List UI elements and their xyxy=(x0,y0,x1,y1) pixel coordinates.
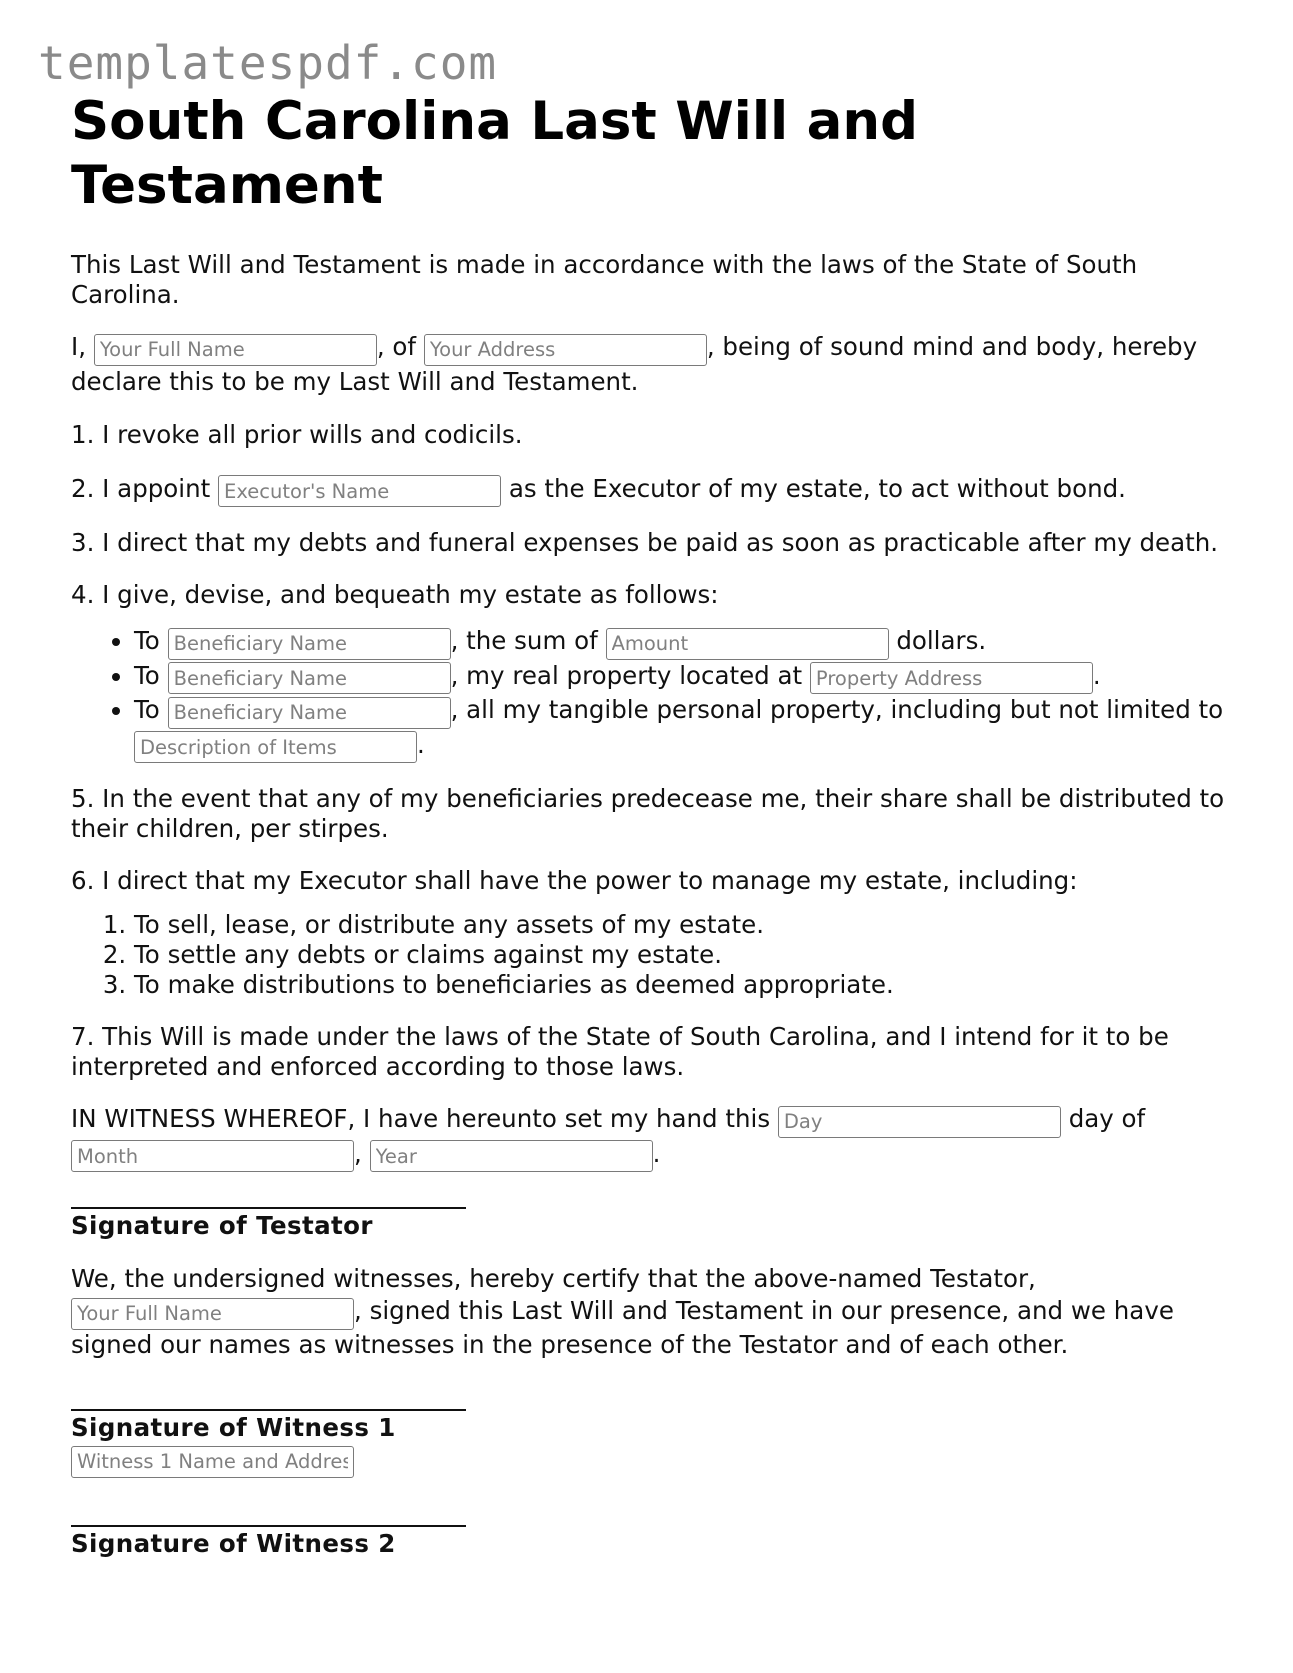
bequest-middle-text: , the sum of xyxy=(450,626,598,655)
signature-line xyxy=(71,1207,466,1209)
bequest-item-real-property xyxy=(134,659,1231,694)
clause-1: 1. I revoke all prior wills and codicils. xyxy=(71,419,523,449)
clause-7: 7. This Will is made under the laws of the State of South Carolina, and I intend for it to be interpreted and enforced according to those laws. xyxy=(71,1022,1169,1081)
witness-whereof-paragraph xyxy=(71,1102,1231,1171)
clause-2-prefix: 2. I appoint xyxy=(71,473,211,503)
testator-name-witness-input[interactable] xyxy=(71,1298,354,1330)
executor-powers-list xyxy=(71,910,1231,1000)
beneficiary-name-input-1[interactable] xyxy=(168,628,451,660)
declaration-prefix: I, xyxy=(71,332,87,361)
testator-signature-block xyxy=(71,1207,1231,1241)
power-item: 1. To sell, lease, or distribute any assets of my estate. xyxy=(134,910,1231,940)
declaration-paragraph xyxy=(71,330,1231,398)
declaration-suffix: , being of sound mind and body, hereby declare this to be my Last Will and Testament. xyxy=(71,332,1198,396)
clause-6-heading: 6. I direct that my Executor shall have the power to manage my estate, including: xyxy=(71,866,1078,895)
witness-whereof-prefix: IN WITNESS WHEREOF, I have hereunto set my hand this xyxy=(71,1104,771,1133)
witness-certification-paragraph xyxy=(71,1263,1231,1361)
bequest-item-sum xyxy=(134,624,1231,659)
power-item: 3. To make distributions to beneficiaries as deemed appropriate. xyxy=(134,970,1231,1000)
bequest-middle-text: , all my tangible personal property, including but not limited to xyxy=(450,695,1224,724)
bequest-end-text: dollars. xyxy=(896,626,987,655)
bequest-to: To xyxy=(134,626,160,655)
clause-3: 3. I direct that my debts and funeral expenses be paid as soon as practicable after my death. xyxy=(71,528,1219,557)
date-comma: , xyxy=(354,1138,362,1168)
clause-2 xyxy=(71,472,1231,507)
witness-cert-suffix: , signed this Last Will and Testament in our presence, and we have signed our names as witnesses in the presence of the Testator and of each other. xyxy=(71,1296,1174,1359)
clause-4-heading: 4. I give, devise, and bequeath my estate as follows: xyxy=(71,580,719,609)
witness-1-signature-label: Signature of Witness 1 xyxy=(71,1412,396,1442)
witness-1-field-wrap xyxy=(71,1445,1231,1477)
watermark: templatespdf.com xyxy=(38,36,498,90)
will-document xyxy=(71,90,1231,1559)
witness-1-signature-block xyxy=(71,1409,1231,1477)
day-of-text: day of xyxy=(1068,1104,1146,1133)
signature-line xyxy=(71,1525,466,1527)
bequest-end-text: . xyxy=(1092,660,1101,690)
declaration-of-text: , of xyxy=(376,332,417,361)
clause-5: 5. In the event that any of my beneficiaries predecease me, their share shall be distributed to their children, per stirpes. xyxy=(71,784,1225,843)
witness-1-name-address-input[interactable] xyxy=(71,1446,354,1478)
month-input[interactable] xyxy=(71,1140,354,1172)
witness-2-signature-label: Signature of Witness 2 xyxy=(71,1528,396,1558)
bequest-item-personal-property xyxy=(134,693,1231,762)
power-item: 2. To settle any debts or claims against my estate. xyxy=(134,940,1231,970)
page-title: South Carolina Last Will and Testament xyxy=(71,91,919,216)
bequest-to: To xyxy=(134,660,160,690)
intro-paragraph: This Last Will and Testament is made in accordance with the laws of the State of South Carolina. xyxy=(71,250,1138,309)
witness-cert-prefix: We, the undersigned witnesses, hereby certify that the above-named Testator, xyxy=(71,1264,1036,1293)
property-address-input[interactable] xyxy=(810,662,1093,694)
testator-signature-label: Signature of Testator xyxy=(71,1211,373,1240)
testator-address-input[interactable] xyxy=(424,334,707,366)
beneficiary-name-input-3[interactable] xyxy=(168,697,451,729)
bequest-to: To xyxy=(134,695,160,724)
year-input[interactable] xyxy=(370,1140,653,1172)
witness-2-signature-block xyxy=(71,1525,1231,1559)
clause-2-suffix: as the Executor of my estate, to act without bond. xyxy=(508,473,1126,503)
day-input[interactable] xyxy=(778,1106,1061,1138)
items-description-input[interactable] xyxy=(134,731,417,763)
date-end: . xyxy=(652,1138,661,1168)
executor-name-input[interactable] xyxy=(218,475,501,507)
signature-line xyxy=(71,1409,466,1411)
beneficiary-name-input-2[interactable] xyxy=(168,662,451,694)
testator-name-input[interactable] xyxy=(94,334,377,366)
amount-input[interactable] xyxy=(606,628,889,660)
bequest-middle-text: , my real property located at xyxy=(450,660,803,690)
bequest-list xyxy=(71,624,1231,762)
bequest-end-text: . xyxy=(417,729,425,759)
